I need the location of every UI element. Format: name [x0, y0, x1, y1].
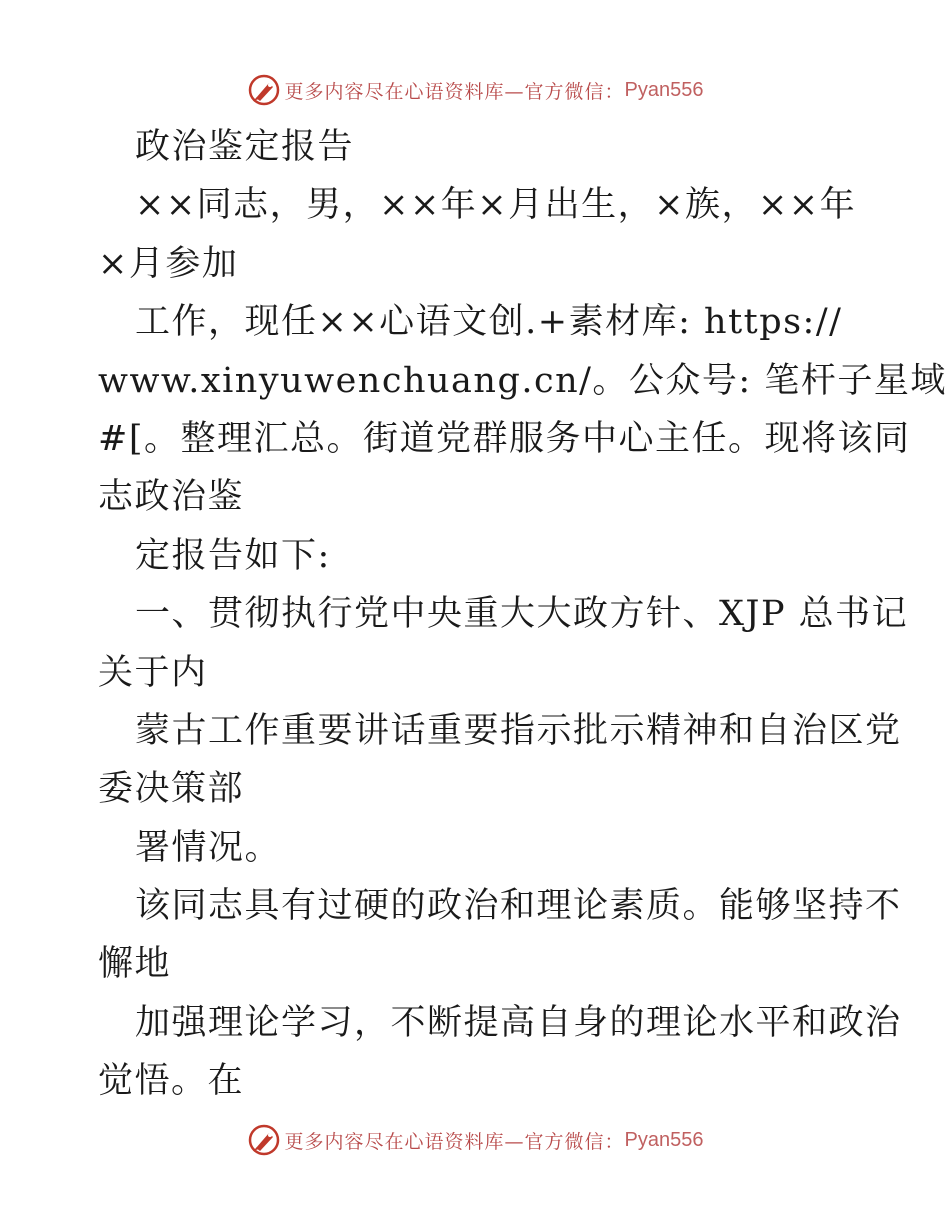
section-heading-line: 关于内: [98, 652, 208, 693]
section-heading-line: 署情况。: [135, 827, 282, 868]
paragraph-line: 定报告如下:: [135, 535, 331, 576]
paragraph-line: 懈地: [98, 944, 172, 985]
paragraph-line: ×月参加: [98, 243, 239, 284]
paragraph-line: 工作，现任××心语文创.+素材库: https://: [135, 302, 843, 343]
paragraph-line: 志政治鉴: [98, 477, 245, 518]
paragraph-line: ××同志，男，××年×月出生，×族，××年: [135, 185, 857, 226]
section-heading-line: 一、贯彻执行党中央重大大政方针、XJP 总书记: [135, 594, 909, 635]
paragraph-line: 加强理论学习，不断提高自身的理论水平和政治: [135, 1002, 902, 1043]
header-banner-text: 更多内容尽在心语资料库—官方微信：: [284, 80, 625, 103]
section-heading-line: 蒙古工作重要讲话重要指示批示精神和自治区党: [135, 710, 902, 751]
footer-banner-text: 更多内容尽在心语资料库—官方微信：: [284, 1130, 625, 1153]
document-body: [98, 118, 947, 1111]
paragraph-line: 觉悟。在: [98, 1061, 245, 1102]
paragraph-line: #[。整理汇总。街道党群服务中心主任。现将该同: [98, 418, 911, 459]
header-banner: [0, 70, 950, 110]
paragraph-line: 该同志具有过硬的政治和理论素质。能够坚持不: [135, 886, 902, 927]
section-heading-line: 委决策部: [98, 769, 245, 810]
paragraph-line: www.xinyuwenchuang.cn/。公众号: 笔杆子星域: [98, 360, 947, 401]
footer-banner-handle: Pyan556: [624, 1128, 704, 1151]
pen-nib-logo-icon: [247, 73, 281, 107]
footer-banner: [0, 1120, 950, 1160]
pen-nib-logo-icon: [247, 1123, 281, 1157]
doc-title: 政治鉴定报告: [135, 127, 355, 167]
header-banner-handle: Pyan556: [624, 78, 704, 101]
